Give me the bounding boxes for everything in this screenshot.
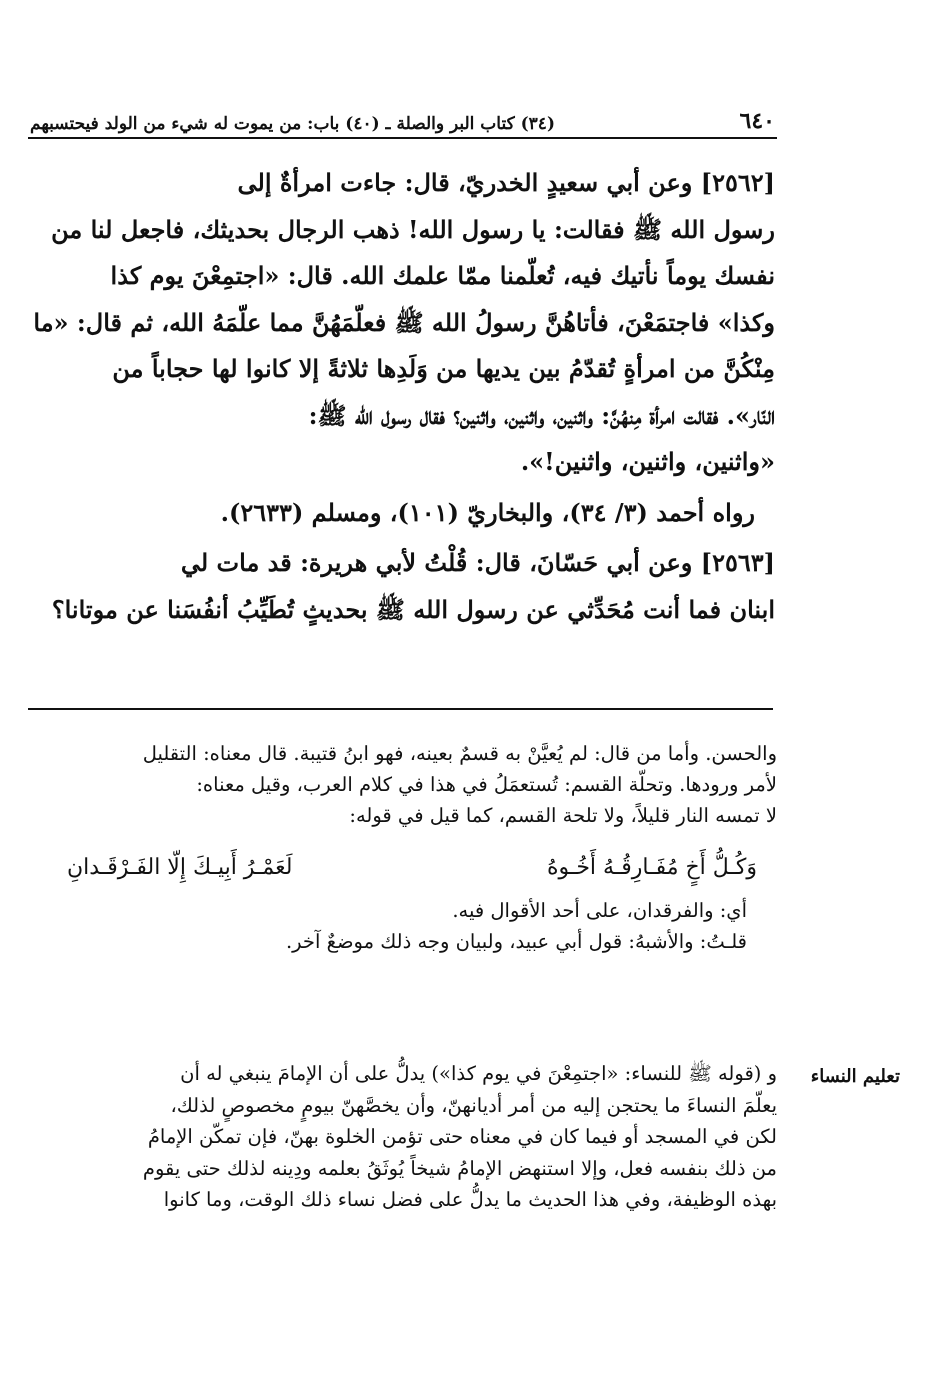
hadith-2562-line: نفسك يوماً نأتيك فيه، تُعلّمنا ممّا علمك الله. قال: «اجتمِعْنَ يوم كذا	[110, 261, 775, 290]
verse-explanation: أي: والفرقدان، على أحد الأقوال فيه.	[452, 899, 747, 922]
header-rule	[28, 137, 777, 139]
hadith-2562-line: النّار». فقالت امرأة مِنهُنَّ: واثنين، واثنين، واثنين؟ فقال رسول الله ﷺ:	[308, 400, 775, 430]
page-header	[30, 104, 775, 134]
hadith-2563-line: [٢٥٦٣] وعن أبي حَسّانَ، قال: قُلْتُ لأبي هريرة: قد مات لي	[180, 548, 775, 577]
margin-heading: تعليم النساء	[810, 1066, 900, 1087]
commentary-line: لا تمسه النار قليلاً، ولا تلحة القسم، كما قيل في قوله:	[349, 804, 777, 827]
commentary-line: بهذه الوظيفة، وفي هذا الحديث ما يدلُّ على فضل نساء ذلك الوقت، وما كانوا	[163, 1188, 777, 1211]
commentary-line: و (قوله ﷺ للنساء: «اجتمِعْنَ في يوم كذا») يدلُّ على أن الإمامَ ينبغي له أن	[180, 1062, 777, 1085]
commentary-line: لأمر ورودها. وتحلّة القسم: تُستعمَلُ في هذا في كلام العرب، وقيل معناه:	[196, 773, 777, 796]
hadith-2562-line: رسول الله ﷺ فقالت: يا رسول الله! ذهب الرجال بحديثك، فاجعل لنا من	[51, 214, 775, 244]
commentary-line: لكن في المسجد أو فيما كان في معناه حتى تؤمن الخلوة بهنّ، فإن تمكّن الإمامُ	[147, 1125, 777, 1148]
hadith-2562-line: «واثنين، واثنين، واثنين!».	[520, 447, 775, 476]
hadith-2562-line: مِنْكُنَّ من امرأةٍ تُقدّمُ بين يديها من وَلَدِها ثلاثةً إلا كانوا لها حجاباً من	[112, 354, 775, 383]
poetry-verse	[67, 851, 757, 885]
hadith-2562-source: رواه أحمد (٣/ ٣٤)، والبخاريّ (١٠١)، ومسلم (٢٦٣٣).	[220, 497, 755, 527]
hadith-2562-line: [٢٥٦٢] وعن أبي سعيدٍ الخدريّ، قال: جاءت امرأةٌ إلى	[237, 168, 775, 197]
hadith-text	[30, 160, 775, 633]
page-number: ٦٤٠	[739, 108, 775, 134]
hadith-2563-line: ابنان فما أنت مُحَدِّثي عن رسول الله ﷺ بحديثٍ تُطَيِّبُ أنفُسَنا عن موتانا؟	[51, 594, 775, 624]
author-note: قلـتُ: والأشبهُ: قول أبي عبيد، ولبيان وجه ذلك موضعٌ آخر.	[285, 930, 747, 953]
commentary	[22, 738, 777, 957]
verse-second-hemistich: لَعَمْـرُ أَبِيـكَ إِلّا الفَـرْقَـدانِ	[67, 855, 293, 880]
commentary-line: من ذلك بنفسه فعل، وإلا استنهض الإمامُ شيخاً يُوثَقُ بعلمه ودِينه لذلك حتى يقوم	[142, 1156, 777, 1180]
commentary-line: والحسن. وأما من قال: لم يُعيَّنْ به قسمٌ بعينه، فهو ابنُ قتيبة. قال معناه: التقليل	[142, 742, 777, 765]
running-title: (٣٤) كتاب البر والصلة ـ (٤٠) باب: من يموت له شيء من الولد فيحتسبهم	[30, 114, 555, 134]
hadith-2562-line: وكذا» فاجتمَعْنَ، فأتاهُنَّ رسولُ الله ﷺ فعلّمَهُنَّ مما علّمَهُ الله، ثم قال: «ما	[33, 307, 775, 337]
commentary-women-teaching	[22, 1058, 777, 1216]
verse-first-hemistich: وَكُـلُّ أَخٍ مُفَـارِقُـهُ أَخُـوهُ	[547, 855, 757, 880]
commentary-separator	[28, 708, 773, 710]
commentary-line: يعلّمَ النساءَ ما يحتجن إليه من أمر أديانهنّ، وأن يخصَّهنّ بيومٍ مخصوصٍ لذلك،	[170, 1093, 777, 1117]
